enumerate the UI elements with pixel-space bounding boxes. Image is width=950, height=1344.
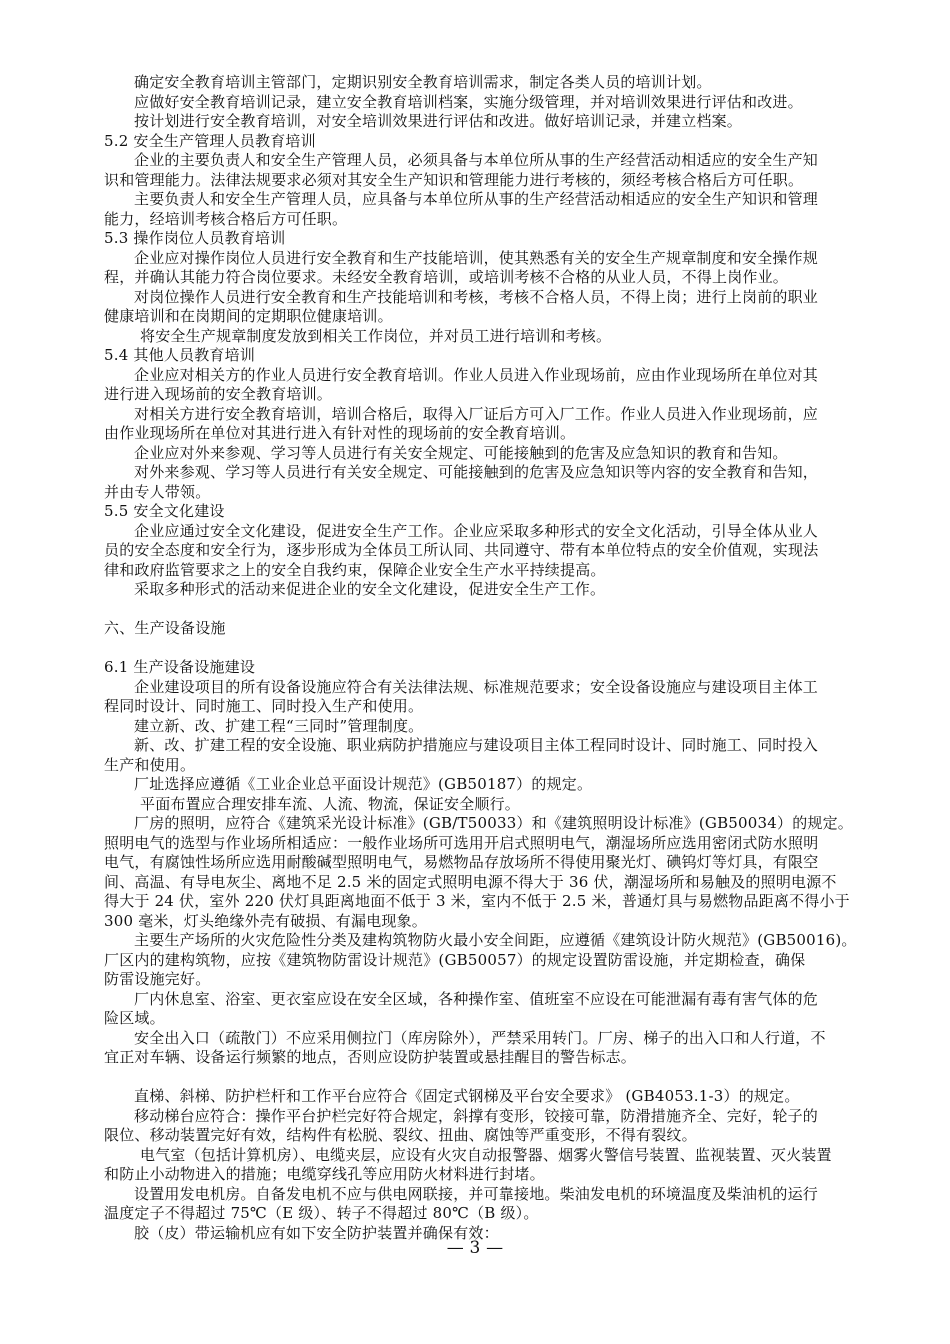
document-body bbox=[104, 73, 892, 1243]
paragraph-line: 设置用发电机房。自备发电机不应与供电网联接，并可靠接地。柴油发电机的环境温度及柴油机的运行 bbox=[134, 1184, 819, 1203]
paragraph-line: 员的安全态度和安全行为，逐步形成为全体员工所认同、共同遵守、带有本单位特点的安全价值观，实现法 bbox=[104, 541, 819, 559]
paragraph-line: 温度定子不得超过 75℃（E 级）、转子不得超过 80℃（B 级）。 bbox=[104, 1204, 539, 1222]
paragraph-line: 限位、移动装置完好有效，结构件有松脱、裂纹、扭曲、腐蚀等严重变形，不得有裂纹。 bbox=[104, 1126, 697, 1144]
paragraph-line: 厂区内的建构筑物，应按《建筑物防雷设计规范》(GB50057）的规定设置防雷设施，并定期检查，确保 bbox=[104, 950, 806, 969]
paragraph-line: 照明电气的选型与作业场所相适应：一般作业场所可选用开启式照明电气，潮湿场所应选用密闭式防水照明 bbox=[104, 833, 819, 852]
paragraph-line: 对岗位操作人员进行安全教育和生产技能培训和考核，考核不合格人员，不得上岗；进行上岗前的职业 bbox=[134, 287, 819, 306]
paragraph-line: 生产和使用。 bbox=[104, 755, 196, 774]
paragraph-line: 应做好安全教育培训记录，建立安全教育培训档案，实施分级管理，并对培训效果进行评估和改进。 bbox=[134, 92, 803, 111]
paragraph-line: 主要负责人和安全生产管理人员，应具备与本单位所从事的生产经营活动相适应的安全生产知识和管理 bbox=[134, 190, 819, 208]
blank-line bbox=[104, 1068, 892, 1088]
section-heading: 5.5 安全文化建设 bbox=[104, 502, 225, 520]
paragraph-line: 防雷设施完好。 bbox=[104, 970, 211, 988]
paragraph-line: 企业应通过安全文化建设，促进安全生产工作。企业应采取多种形式的安全文化活动，引导全体从业人 bbox=[134, 521, 819, 540]
paragraph-line: 由作业现场所在单位对其进行进入有针对性的现场前的安全教育培训。 bbox=[104, 424, 576, 442]
paragraph-line: 300 毫米，灯头绝缘外壳有破损、有漏电现象。 bbox=[104, 911, 428, 930]
paragraph-line: 健康培训和在岗期间的定期职位健康培训。 bbox=[104, 307, 393, 325]
paragraph-line: 险区域。 bbox=[104, 1009, 165, 1027]
section-heading: 5.4 其他人员教育培训 bbox=[104, 346, 256, 364]
section-heading: 5.3 操作岗位人员教育培训 bbox=[104, 229, 286, 247]
paragraph-line: 进行进入现场前的安全教育培训。 bbox=[104, 385, 333, 403]
paragraph-line: 厂址选择应遵循《工业企业总平面设计规范》(GB50187）的规定。 bbox=[134, 775, 593, 793]
paragraph-line: 宜正对车辆、设备运行频繁的地点，否则应设防护装置或悬挂醒目的警告标志。 bbox=[104, 1048, 637, 1066]
paragraph-line: 对相关方进行安全教育培训，培训合格后，取得入厂证后方可入厂工作。作业人员进入作业现场前，应 bbox=[134, 404, 819, 423]
paragraph-line: 间、高温、有导电灰尘、离地不足 2.5 米的固定式照明电源不得大于 36 伏，潮湿场所和易触及的照明电源不 bbox=[104, 872, 837, 891]
paragraph-line: 程，并确认其能力符合岗位要求。未经安全教育培训，或培训考核不合格的从业人员，不得上岗作业。 bbox=[104, 268, 789, 286]
paragraph-line: 和防止小动物进入的措施；电缆穿线孔等应用防火材料进行封堵。 bbox=[104, 1165, 545, 1183]
paragraph-line: 厂内休息室、浴室、更衣室应设在安全区域，各种操作室、值班室不应设在可能泄漏有毒有害气体的危 bbox=[134, 989, 819, 1008]
paragraph-line: 得大于 24 伏，室外 220 伏灯具距离地面不低于 3 米，室内不低于 2.5 米，普通灯具与易燃物品距离不得小于 bbox=[104, 892, 850, 910]
paragraph-line: 确定安全教育培训主管部门，定期识别安全教育培训需求，制定各类人员的培训计划。 bbox=[134, 73, 712, 91]
paragraph-line: 建立新、改、扩建工程“三同时”管理制度。 bbox=[134, 716, 424, 735]
paragraph-line: 企业应对操作岗位人员进行安全教育和生产技能培训，使其熟悉有关的安全生产规章制度和安全操作规 bbox=[134, 248, 819, 267]
paragraph-line: 移动梯台应符合：操作平台护栏完好符合规定，斜撑有变形，铰接可靠，防滑措施齐全、完好，轮子的 bbox=[134, 1106, 819, 1125]
page-number: — 3 — bbox=[446, 1238, 504, 1258]
paragraph-line: 程同时设计、同时施工、同时投入生产和使用。 bbox=[104, 697, 424, 715]
paragraph-line: 企业应对外来参观、学习等人员进行有关安全规定、可能接触到的危害及应急知识的教育和告知。 bbox=[134, 443, 788, 462]
paragraph-line: 厂房的照明，应符合《建筑采光设计标准》(GB/T50033）和《建筑照明设计标准》(GB50034）的规定。 bbox=[134, 814, 854, 832]
paragraph-line: 并由专人带领。 bbox=[104, 482, 211, 501]
paragraph-line: 企业建设项目的所有设备设施应符合有关法律法规、标准规范要求；安全设备设施应与建设项目主体工 bbox=[134, 677, 819, 696]
paragraph-line: 主要生产场所的火灾危险性分类及建构筑物防火最小安全间距，应遵循《建筑设计防火规范》(GB50016)。 bbox=[134, 931, 857, 949]
blank-line bbox=[104, 600, 892, 620]
paragraph-line: 企业的主要负责人和安全生产管理人员，必须具备与本单位所从事的生产经营活动相适应的安全生产知 bbox=[134, 151, 819, 169]
paragraph-line: 识和管理能力。法律法规要求必须对其安全生产知识和管理能力进行考核的，须经考核合格后方可任职。 bbox=[104, 170, 804, 189]
paragraph-line: 按计划进行安全教育培训，对安全培训效果进行评估和改进。做好培训记录，并建立档案。 bbox=[134, 112, 743, 130]
paragraph-line: 采取多种形式的活动来促进企业的安全文化建设，促进安全生产工作。 bbox=[134, 580, 606, 598]
section-heading: 6.1 生产设备设施建设 bbox=[104, 658, 256, 676]
paragraph-line: 将安全生产规章制度发放到相关工作岗位，并对员工进行培训和考核。 bbox=[140, 326, 612, 345]
paragraph-line: 对外来参观、学习等人员进行有关安全规定、可能接触到的危害及应急知识等内容的安全教育和告知， bbox=[134, 463, 819, 481]
paragraph-line: 胶（皮）带运输机应有如下安全防护装置并确保有效： bbox=[134, 1223, 499, 1242]
paragraph-line: 电气室（包括计算机房）、电缆夹层，应设有火灾自动报警器、烟雾火警信号装置、监视装置、灭火装置 bbox=[140, 1145, 832, 1164]
section-heading: 六、生产设备设施 bbox=[104, 619, 226, 637]
paragraph-line: 律和政府监管要求之上的安全自我约束，保障企业安全生产水平持续提高。 bbox=[104, 560, 606, 579]
paragraph-line: 直梯、斜梯、防护栏杆和工作平台应符合《固定式钢梯及平台安全要求》 (GB4053.1-3）的规定。 bbox=[134, 1087, 800, 1105]
paragraph-line: 能力，经培训考核合格后方可任职。 bbox=[104, 209, 348, 228]
paragraph-line: 平面布置应合理安排车流、人流、物流，保证安全顺行。 bbox=[140, 794, 521, 813]
paragraph-line: 企业应对相关方的作业人员进行安全教育培训。作业人员进入作业现场前，应由作业现场所在单位对其 bbox=[134, 365, 819, 384]
paragraph-line: 电气，有腐蚀性场所应选用耐酸碱型照明电气，易燃物品存放场所不得使用聚光灯、碘钨灯等灯具，有限空 bbox=[104, 853, 819, 871]
blank-line bbox=[104, 639, 892, 659]
section-heading: 5.2 安全生产管理人员教育培训 bbox=[104, 131, 316, 150]
paragraph-line: 安全出入口（疏散门）不应采用侧拉门（库房除外），严禁采用转门。厂房、梯子的出入口和人行道，不 bbox=[134, 1028, 826, 1047]
paragraph-line: 新、改、扩建工程的安全设施、职业病防护措施应与建设项目主体工程同时设计、同时施工、同时投入 bbox=[134, 736, 819, 754]
